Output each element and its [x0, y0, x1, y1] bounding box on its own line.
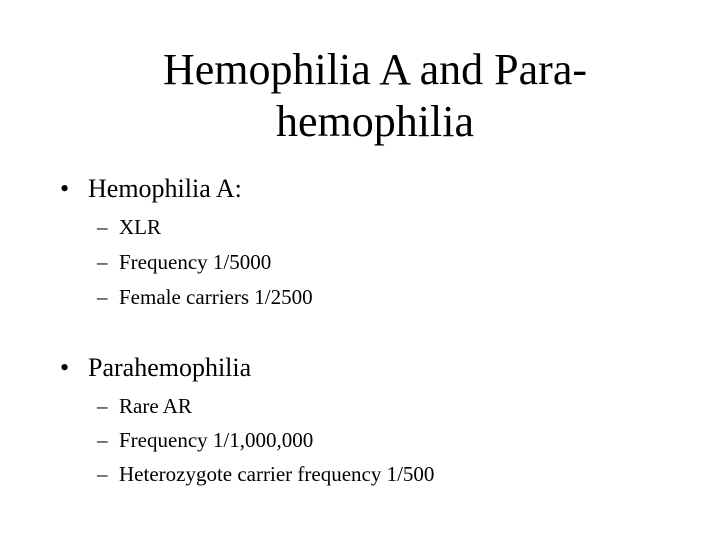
- dash-icon: –: [97, 394, 108, 418]
- dash-icon: –: [97, 285, 108, 309]
- dash-icon: –: [97, 215, 108, 239]
- sub-item: [97, 214, 161, 240]
- sub-item: [97, 461, 434, 487]
- title-line-2: hemophilia: [276, 97, 474, 146]
- sub-item: [97, 249, 271, 275]
- dash-icon: –: [97, 462, 108, 486]
- bullet-icon: •: [60, 353, 70, 382]
- sub-item-text: Frequency 1/1,000,000: [119, 428, 314, 452]
- sub-item-text: Heterozygote carrier frequency 1/500: [119, 462, 435, 486]
- bullet-icon: •: [60, 174, 70, 203]
- slide-title: [90, 44, 660, 148]
- sub-item-text: Female carriers 1/2500: [119, 285, 313, 309]
- title-line-1: Hemophilia A and Para-: [162, 45, 587, 94]
- section-heading: Hemophilia A:: [88, 174, 242, 203]
- sub-item: [97, 427, 313, 453]
- dash-icon: –: [97, 250, 108, 274]
- sub-item: [97, 284, 313, 310]
- sub-item: [97, 393, 192, 419]
- sub-item-text: Rare AR: [119, 394, 192, 418]
- section-heading: Parahemophilia: [88, 353, 252, 382]
- sub-item-text: Frequency 1/5000: [119, 250, 272, 274]
- dash-icon: –: [97, 428, 108, 452]
- sub-item-text: XLR: [119, 215, 161, 239]
